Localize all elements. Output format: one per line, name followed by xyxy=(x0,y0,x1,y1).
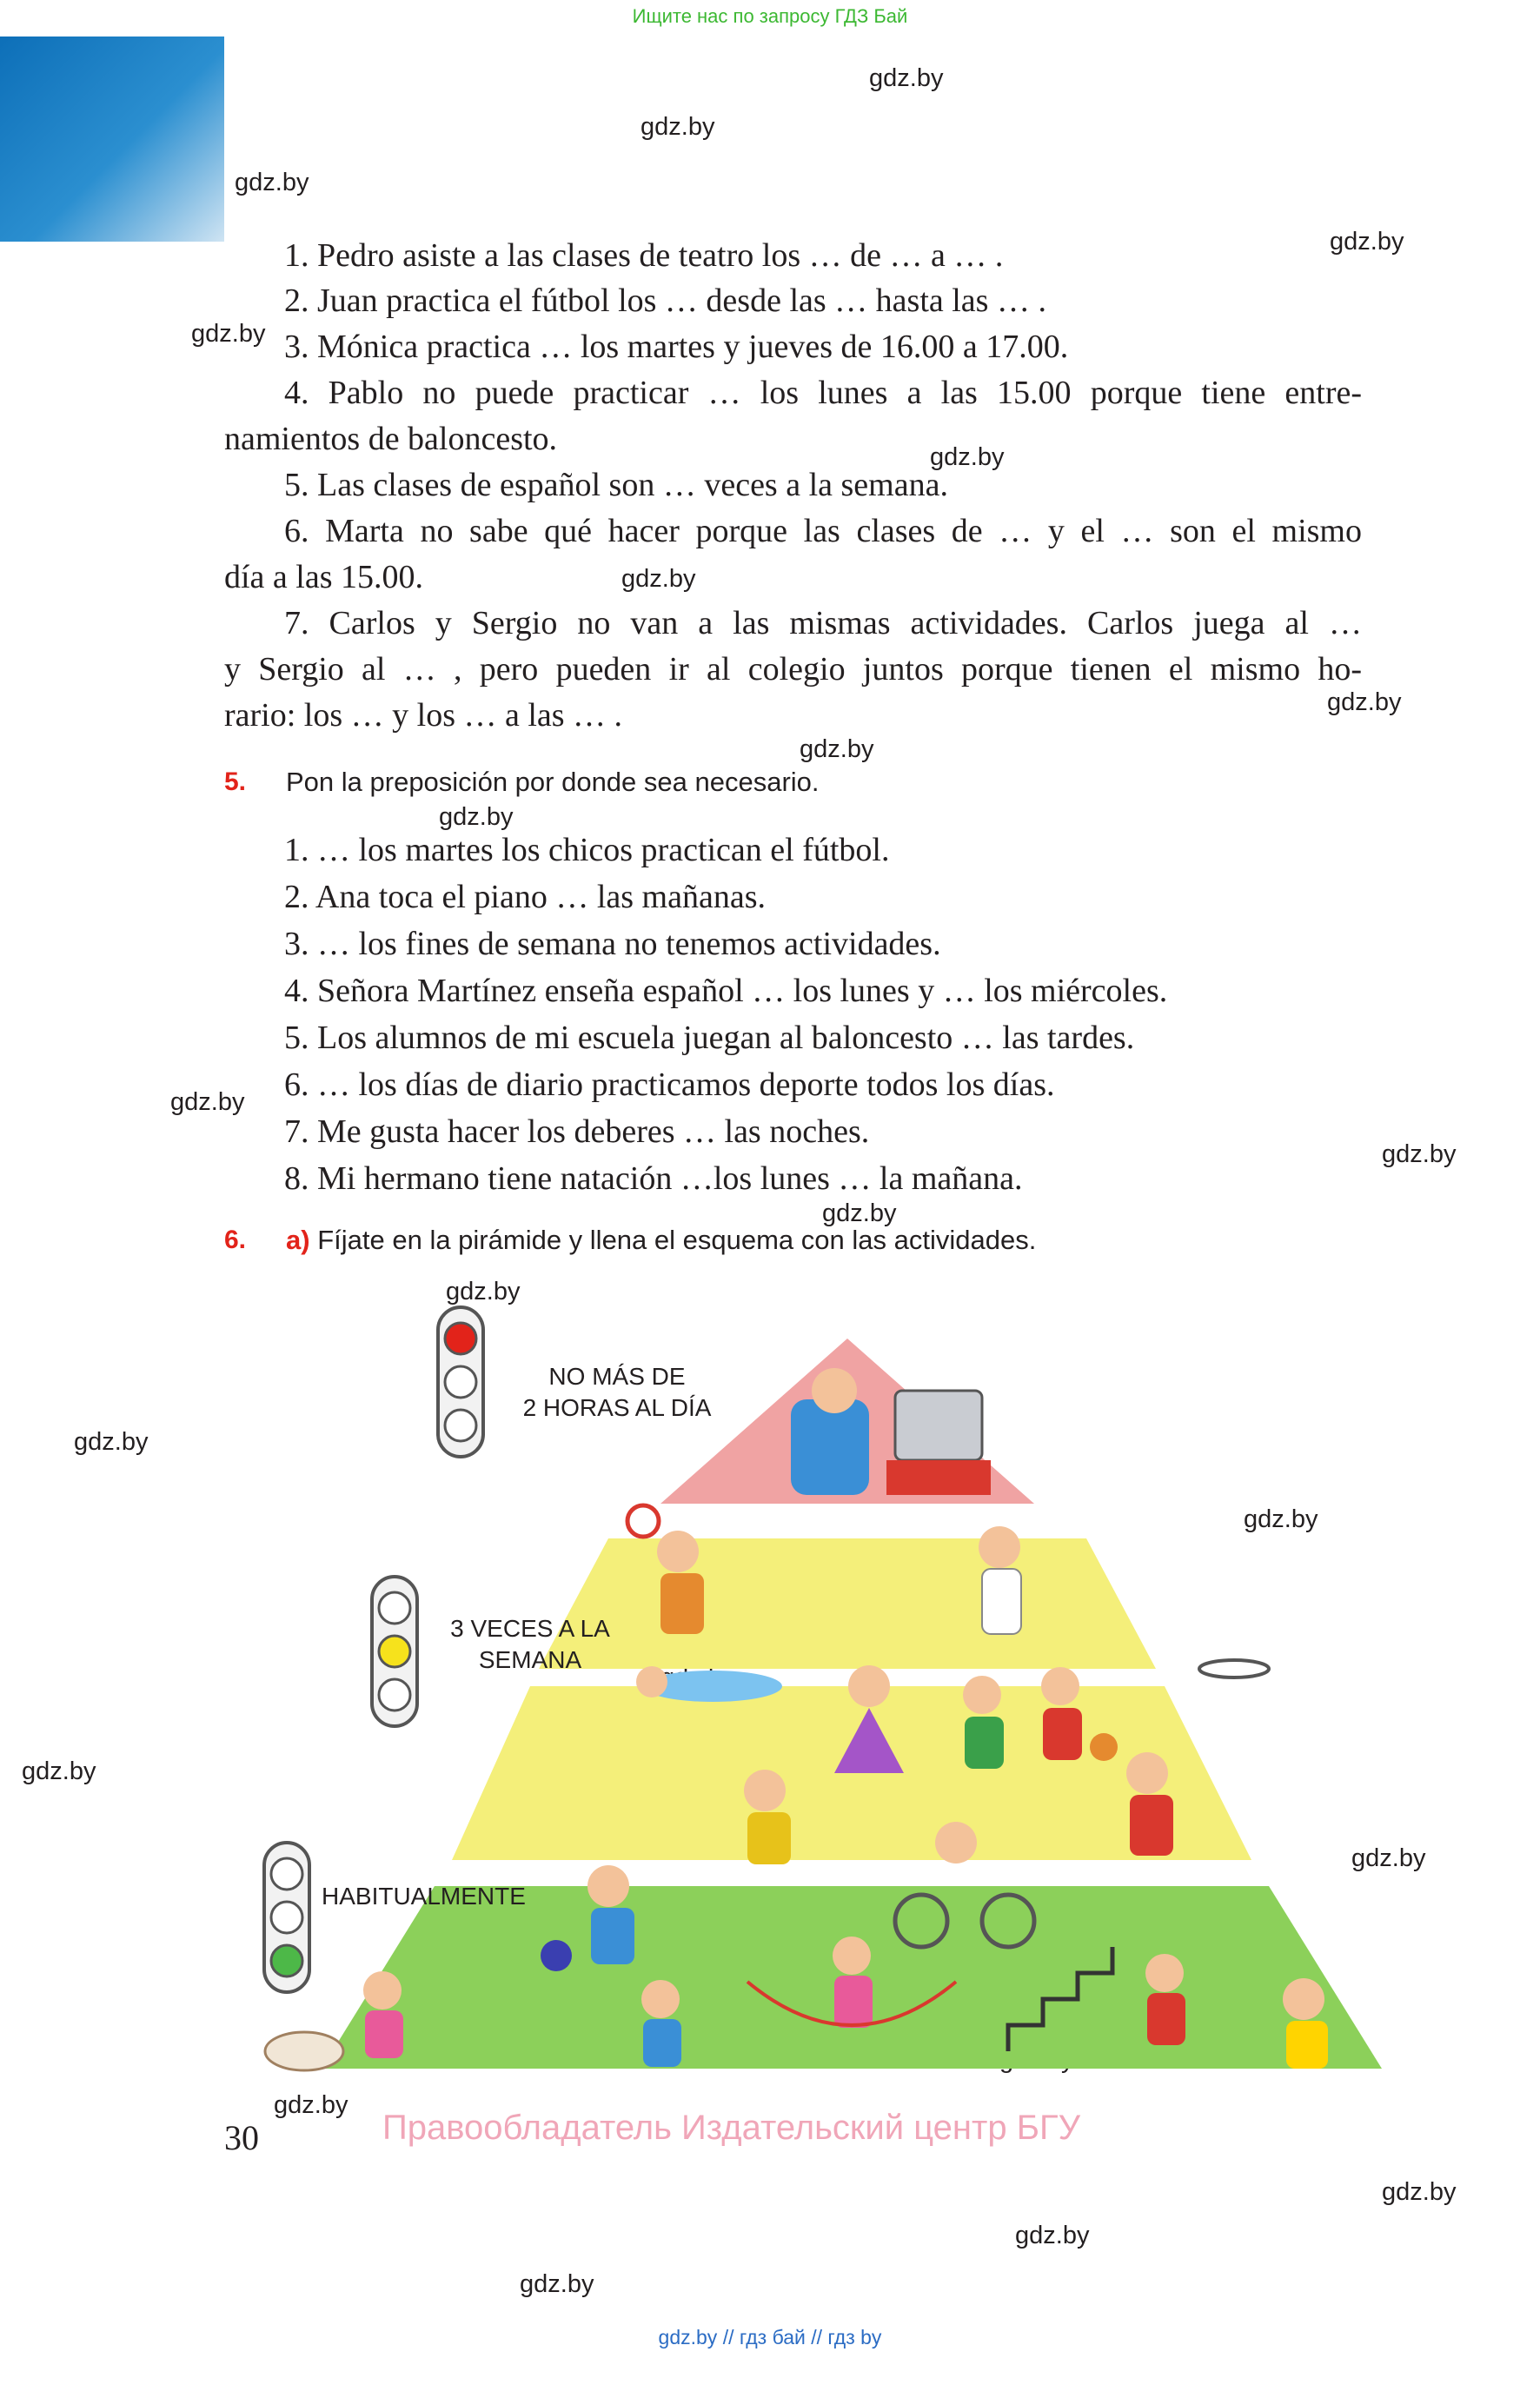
exercise-5-item-5: 5. Los alumnos de mi escuela juegan al baloncesto … las tardes. xyxy=(284,1020,1135,1056)
page-number: 30 xyxy=(224,2118,259,2157)
exercise-5-item-2: 2. Ana toca el piano … las mañanas. xyxy=(284,879,767,915)
exercise-5-number: 5. xyxy=(224,767,247,796)
watermark: gdz.by xyxy=(930,443,1005,471)
footer-links[interactable]: gdz.by // гдз бай // гдз by xyxy=(658,2326,882,2348)
traffic-light-red xyxy=(435,1304,487,1460)
exercise-6-instruction-row xyxy=(286,1225,1036,1256)
corner-color-block xyxy=(0,37,224,242)
watermark: gdz.by xyxy=(1327,688,1402,716)
watermark: gdz.by xyxy=(800,735,874,763)
exercise-5-item-6: 6. … los días de diario practicamos deporte todos los días. xyxy=(284,1066,1055,1103)
task4-item-7: 7. Carlos y Sergio no van a las mismas actividades. Carlos juega al … xyxy=(284,605,1362,641)
watermark: gdz.by xyxy=(1330,228,1404,256)
task4-item-6: 6. Marta no sabe qué hacer porque las clases de … y el … son el mismo xyxy=(284,513,1362,549)
watermark: gdz.by xyxy=(1015,2222,1090,2249)
yellow-light-label-line-2: SEMANA xyxy=(478,1646,582,1673)
watermark: gdz.by xyxy=(1244,1505,1318,1533)
red-light-label xyxy=(487,1361,747,1424)
watermark: gdz.by xyxy=(1382,2178,1457,2206)
watermark: gdz.by xyxy=(274,2091,348,2119)
traffic-light-yellow xyxy=(368,1573,421,1730)
header-link[interactable]: Ищите нас по запросу ГДЗ Бай xyxy=(632,5,908,27)
watermark: gdz.by xyxy=(822,1199,897,1227)
watermark: gdz.by xyxy=(1382,1140,1457,1168)
task4-item-7-end: rario: los … y los … a las … . xyxy=(224,697,623,734)
watermark: gdz.by xyxy=(235,169,309,196)
watermark: gdz.by xyxy=(22,1757,96,1785)
watermark: gdz.by xyxy=(170,1088,245,1116)
yellow-light-label xyxy=(417,1613,643,1676)
figure-fencer xyxy=(979,1526,1021,1634)
red-light-label-line-2: 2 HORAS AL DÍA xyxy=(522,1394,712,1421)
task4-item-4-cont: namientos de baloncesto. xyxy=(224,421,558,457)
task4-item-6-cont: día a las 15.00. xyxy=(224,559,424,595)
task4-item-3: 3. Mónica practica … los martes y jueves de 16.00 a 17.00. xyxy=(284,329,1069,365)
exercise-5-item-7: 7. Me gusta hacer los deberes … las noches. xyxy=(284,1113,870,1150)
watermark: gdz.by xyxy=(439,803,514,831)
yellow-light-label-line-1: 3 VECES A LA xyxy=(450,1615,610,1642)
task4-item-4: 4. Pablo no puede practicar … los lunes a las 15.00 porque tiene entre- xyxy=(284,375,1362,411)
watermark: gdz.by xyxy=(74,1428,149,1456)
figure-cheering-kid xyxy=(1283,1978,1328,2069)
figure-runner xyxy=(744,1770,791,1864)
exercise-5-item-1: 1. … los martes los chicos practican el fútbol. xyxy=(284,832,890,868)
exercise-5-item-4: 4. Señora Martínez enseña español … los lunes y … los miércoles. xyxy=(284,973,1168,1009)
exercise-5-item-8: 8. Mi hermano tiene natación …los lunes … la mañana. xyxy=(284,1160,1023,1197)
watermark: gdz.by xyxy=(869,64,944,92)
exercise-6-number: 6. xyxy=(224,1226,247,1254)
watermark: gdz.by xyxy=(1351,1844,1426,1872)
exercise-6-instruction: Fíjate en la pirámide y llena el esquema con las actividades. xyxy=(317,1225,1037,1255)
watermark: gdz.by xyxy=(641,113,715,141)
exercise-5-item-3: 3. … los fines de semana no tenemos actividades. xyxy=(284,926,941,962)
task4-item-1: 1. Pedro asiste a las clases de teatro los … de … a … . xyxy=(284,237,1004,274)
watermark: gdz.by xyxy=(621,565,696,593)
traffic-light-green xyxy=(261,1839,313,1996)
copyright-notice: Правообладатель Издательский центр БГУ xyxy=(382,2109,1081,2147)
task4-item-5: 5. Las clases de español son … veces a la semana. xyxy=(284,467,948,503)
watermark: gdz.by xyxy=(191,320,266,348)
exercise-6-letter: a) xyxy=(286,1225,310,1255)
red-light-label-line-1: NO MÁS DE xyxy=(548,1363,686,1390)
watermark: gdz.by xyxy=(446,1278,521,1305)
watermark: gdz.by xyxy=(520,2270,594,2298)
task4-item-7-cont: y Sergio al … , pero pueden ir al colegio juntos porque tienen el mismo ho- xyxy=(224,651,1362,688)
task4-item-2: 2. Juan practica el fútbol los … desde las … hasta las … . xyxy=(284,282,1046,319)
exercise-5-instruction: Pon la preposición por donde sea necesario. xyxy=(286,767,820,797)
green-light-label: HABITUALMENTE xyxy=(322,1883,526,1910)
figure-sweeper xyxy=(641,1980,681,2067)
